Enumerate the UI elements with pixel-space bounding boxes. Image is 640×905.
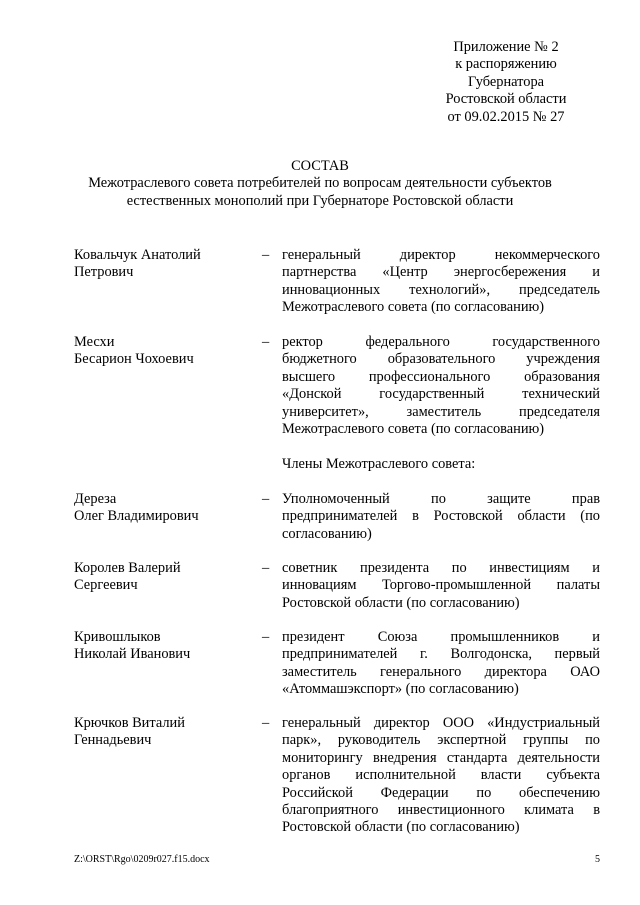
appendix-line: Приложение № 2 (453, 39, 559, 55)
member-name (74, 715, 254, 750)
member-name (74, 629, 254, 664)
page-number: 5 (595, 854, 600, 865)
dash-separator: – (262, 247, 270, 263)
appendix-line: Ростовской области (445, 91, 567, 108)
member-role: Уполномоченный по защите прав предпринимателей в Ростовской области (по согласованию) (282, 491, 600, 542)
member-name (74, 491, 254, 526)
appendix-header (412, 39, 600, 126)
member-role: ректор федерального государственного бюджетного образовательного учреждения высшего профессионального образования «Донской государственный технический университет», заместитель председателя Межотраслевого совета (по согласованию) (282, 334, 600, 438)
member-name (74, 334, 254, 369)
appendix-line: Губернатора (467, 73, 545, 90)
file-path: Z:\ORST\Rgo\0209r027.f15.docx (74, 854, 210, 865)
member-role: генеральный директор ООО «Индустриальный парк», руководитель экспертной группы по мониторингу внедрения стандарта деятельности органов исполнительной власти субъекта Российской Федерации по обеспечению благоприятного инвестиционного климата в Ростовской области (по согласованию) (282, 715, 600, 836)
member-name-line: Олег Владимирович (74, 508, 199, 525)
member-name (74, 560, 254, 595)
dash-separator: – (262, 629, 270, 645)
member-role: президент Союза промышленников и предпринимателей г. Волгодонска, первый заместитель генерального директора ОАО «Атоммашэкспорт» (по согласованию) (282, 629, 600, 698)
title-subtitle-line: Межотраслевого совета потребителей по вопросам деятельности субъектов (88, 175, 552, 192)
appendix-line: от 09.02.2015 № 27 (447, 108, 565, 125)
member-name-line: Петрович (74, 264, 134, 281)
member-name-line: Дереза (74, 491, 117, 507)
document-title (60, 158, 580, 210)
member-name-line: Сергеевич (74, 577, 138, 594)
appendix-line: к распоряжению (455, 56, 557, 73)
member-name-line: Королев Валерий (74, 560, 181, 576)
member-name-line: Крючков Виталий (74, 715, 185, 731)
dash-separator: – (262, 491, 270, 507)
dash-separator: – (262, 715, 270, 731)
member-name-line: Месхи (74, 334, 115, 350)
member-name-line: Бесарион Чохоевич (74, 351, 194, 368)
member-name-line: Ковальчук Анатолий (74, 247, 201, 263)
member-role: советник президента по инвестициям и инновациям Торгово-промышленной палаты Ростовской области (по согласованию) (282, 560, 600, 611)
members-section-label: Члены Межотраслевого совета: (282, 456, 476, 472)
member-name-line: Кривошлыков (74, 629, 161, 645)
title-subtitle-line: естественных монополий при Губернаторе Ростовской области (126, 192, 514, 209)
dash-separator: – (262, 560, 270, 576)
member-name-line: Геннадьевич (74, 732, 152, 749)
member-name (74, 247, 254, 282)
member-role: генеральный директор некоммерческого партнерства «Центр энергосбережения и инновационных технологий», председатель Межотраслевого совета (по согласованию) (282, 247, 600, 316)
dash-separator: – (262, 334, 270, 350)
title-heading: СОСТАВ (291, 158, 349, 174)
member-name-line: Николай Иванович (74, 646, 191, 663)
